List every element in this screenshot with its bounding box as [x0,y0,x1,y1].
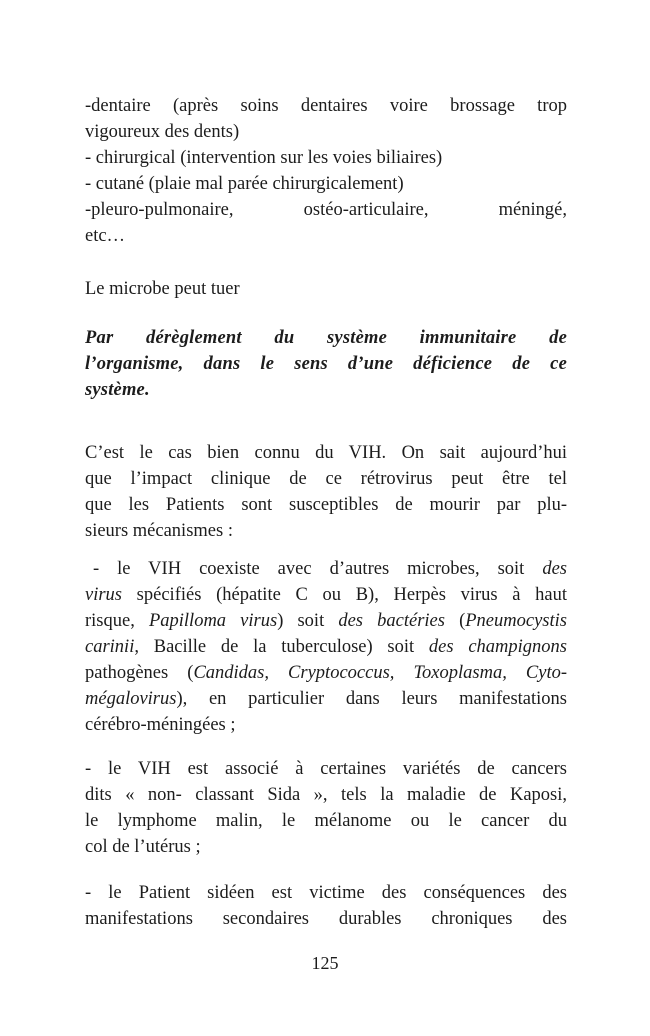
text-line [85,145,567,171]
text-line [85,808,567,834]
text-line [85,351,567,377]
text-run: dits « non- classant Sida », tels la maladie de Kaposi, [85,785,567,805]
text-line [85,440,567,466]
text-run: l’organisme, dans le sens d’une déficience de ce [85,354,567,374]
text-run: pathogènes ( [85,663,194,683]
text-line [85,556,567,582]
text-run: - le VIH est associé à certaines variétés de cancers [85,759,567,779]
text-run: vigoureux des dents) [85,122,240,142]
text-run: col de l’utérus ; [85,837,201,857]
text-line [85,880,567,906]
text-run: sieurs mécanismes : [85,521,233,541]
text-run: système. [85,380,150,400]
italic-run: Pneumocystis [465,611,567,631]
paragraph-vih-chronic [85,880,567,932]
text-line [85,712,567,738]
text-run: - le VIH coexiste avec d’autres microbes, soit [93,559,543,579]
italic-run: mégalovirus [85,689,177,709]
text-run: ) soit [277,611,339,631]
text-line [85,119,567,145]
text-line [85,906,567,932]
page-number: 125 [311,953,339,973]
italic-run: virus [85,585,122,605]
text-line [85,466,567,492]
text-run: risque, [85,611,149,631]
text-run: le lymphome malin, le mélanome ou le cancer du [85,811,567,831]
text-run: spécifiés (hépatite C ou B), Herpès virus à haut [122,585,567,605]
text-line [85,608,567,634]
text-line [85,276,567,302]
text-run: Le microbe peut tuer [85,279,240,299]
text-line [85,518,567,544]
paragraph-microbe-can-kill [85,276,567,302]
paragraph-vih-cancers [85,756,567,860]
text-run: ( [444,611,466,631]
text-line [85,834,567,860]
text-line [85,325,567,351]
text-block [85,93,567,932]
text-line [85,634,567,660]
text-run: Par dérèglement du système immunitaire de [85,328,567,348]
italic-run: Papilloma virus [148,611,278,631]
paragraph-vih-intro [85,440,567,544]
text-run: C’est le cas bien connu du VIH. On sait aujourd’hui [85,443,567,463]
text-line [85,756,567,782]
italic-run: des bactéries [338,611,445,631]
paragraph-immune-dysregulation-heading [85,325,567,403]
text-line [85,492,567,518]
text-line [85,377,567,403]
text-run: -dentaire (après soins dentaires voire brossage trop [85,96,567,116]
text-run: que l’impact clinique de ce rétrovirus peut être tel [85,469,567,489]
text-line [85,660,567,686]
text-line [85,782,567,808]
text-line [85,686,567,712]
italic-run: carinii [85,637,135,657]
text-run: - cutané (plaie mal parée chirurgicalement) [85,174,404,194]
paragraph-infection-routes [85,93,567,249]
text-run: - chirurgical (intervention sur les voies biliaires) [85,148,443,168]
text-run: ), en particulier dans leurs manifestations [176,689,567,709]
italic-run: Candidas, Cryptococcus, Toxoplasma, Cyto- [193,663,567,683]
text-line [85,93,567,119]
text-run: cérébro-méningées ; [85,715,236,735]
text-run: que les Patients sont susceptibles de mourir par plu- [85,495,567,515]
text-line [85,197,567,223]
italic-run: des [542,559,567,579]
italic-run: des champignons [428,637,567,657]
text-run: -pleuro-pulmonaire, ostéo-articulaire, méningé, [85,200,567,220]
text-run: , Bacille de la tuberculose) soit [134,637,429,657]
text-line [85,171,567,197]
text-run: etc… [85,226,126,246]
text-line [85,582,567,608]
paragraph-vih-coinfections [85,556,567,738]
text-line [85,223,567,249]
text-run: - le Patient sidéen est victime des conséquences des [85,883,567,903]
text-run: manifestations secondaires durables chroniques des [85,909,567,929]
